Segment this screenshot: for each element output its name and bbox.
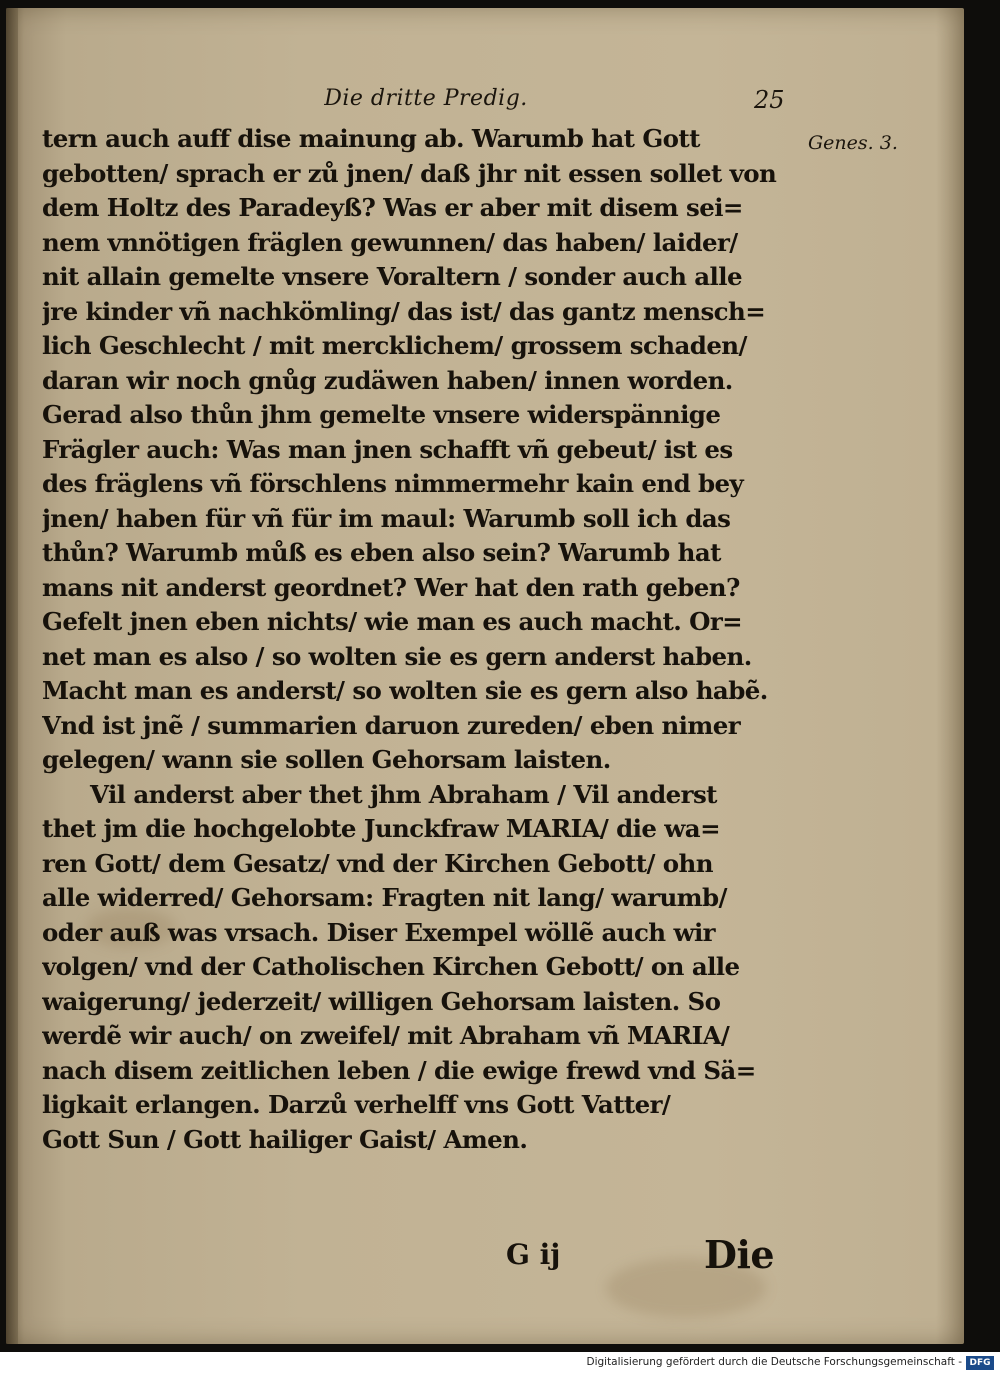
text-line: werdẽ wir auch/ on zweifel/ mit Abraham vñ MARIA/ [42,1021,730,1050]
text-line: thůn? Warumb můß es eben also sein? Warumb hat [42,538,721,567]
text-line: thet jm die hochgelobte Junckfraw MARIA/ die wa= [42,814,720,843]
text-line: alle widerred/ Gehorsam: Fragten nit lang/ warumb/ [42,883,727,912]
text-line: tern auch auff dise mainung ab. Warumb hat Gott [42,124,700,153]
text-line: Gefelt jnen eben nichts/ wie man es auch macht. Or= [42,607,743,636]
text-line: mans nit anderst geordnet? Wer hat den rath geben? [42,572,740,602]
page-gutter-shadow [6,8,18,1344]
text-line: ren Gott/ dem Gesatz/ vnd der Kirchen Gebott/ ohn [42,848,713,878]
running-head-title: Die dritte Predig. [324,86,528,111]
footer-credit: Digitalisierung gefördert durch die Deutsche Forschungsgemeinschaft - [586,1356,962,1368]
text-line: oder auß was vrsach. Diser Exempel wöllẽ auch wir [42,917,715,947]
book-page [6,8,964,1344]
text-line: ligkait erlangen. Darzů verhelff vns Gott Vatter/ [42,1090,671,1119]
text-line: nit allain gemelte vnsere Voraltern / sonder auch alle [42,262,742,291]
text-line: nach disem zeitlichen leben / die ewige frewd vnd Sä= [42,1055,756,1085]
text-line: jnen/ haben für vñ für im maul: Warumb soll ich das [42,503,731,533]
page-foot [6,1232,964,1282]
text-line: nem vnnötigen fräglen gewunnen/ das haben/ laider/ [42,227,738,257]
text-line: Vnd ist jnẽ / summarien daruon zureden/ eben nimer [42,710,741,740]
text-line: Gerad also thůn jhm gemelte vnsere widerspännige [42,400,721,429]
text-line: Frägler auch: Was man jnen schafft vñ gebeut/ ist es [42,434,733,464]
text-line: Gott Sun / Gott hailiger Gaist/ Amen. [42,1124,528,1154]
text-line: jre kinder vñ nachkömling/ das ist/ das gantz mensch= [42,296,766,326]
text-line: Macht man es anderst/ so wolten sie es gern also habẽ. [42,676,768,705]
footer-bar [0,1352,1000,1374]
catchword: Die [704,1232,775,1277]
dfg-logo-icon: DFG [966,1356,994,1370]
text-line: waigerung/ jederzeit/ willigen Gehorsam laisten. So [42,986,721,1016]
paragraph-start-line: Vil anderst aber thet jhm Abraham / Vil anderst [90,779,717,809]
text-line: gelegen/ wann sie sollen Gehorsam laisten. [42,745,611,774]
text-line: gebotten/ sprach er zů jnen/ daß jhr nit essen sollet von [42,158,777,188]
running-head [6,86,964,120]
page-number: 25 [754,86,785,114]
text-line: dem Holtz des Paradeyß? Was er aber mit disem sei= [42,193,743,222]
text-line: net man es also / so wolten sie es gern anderst haben. [42,641,752,671]
text-line: lich Geschlecht / mit mercklichem/ grossem schaden/ [42,331,747,360]
text-line: daran wir noch gnůg zudäwen haben/ innen worden. [42,365,733,395]
text-line: volgen/ vnd der Catholischen Kirchen Gebott/ on alle [42,952,740,981]
margin-note: Genes. 3. [808,132,898,154]
body-text [42,122,792,1157]
signature-mark: G ij [506,1238,561,1271]
text-line: des fräglens vñ förschlens nimmermehr kain end bey [42,469,744,498]
